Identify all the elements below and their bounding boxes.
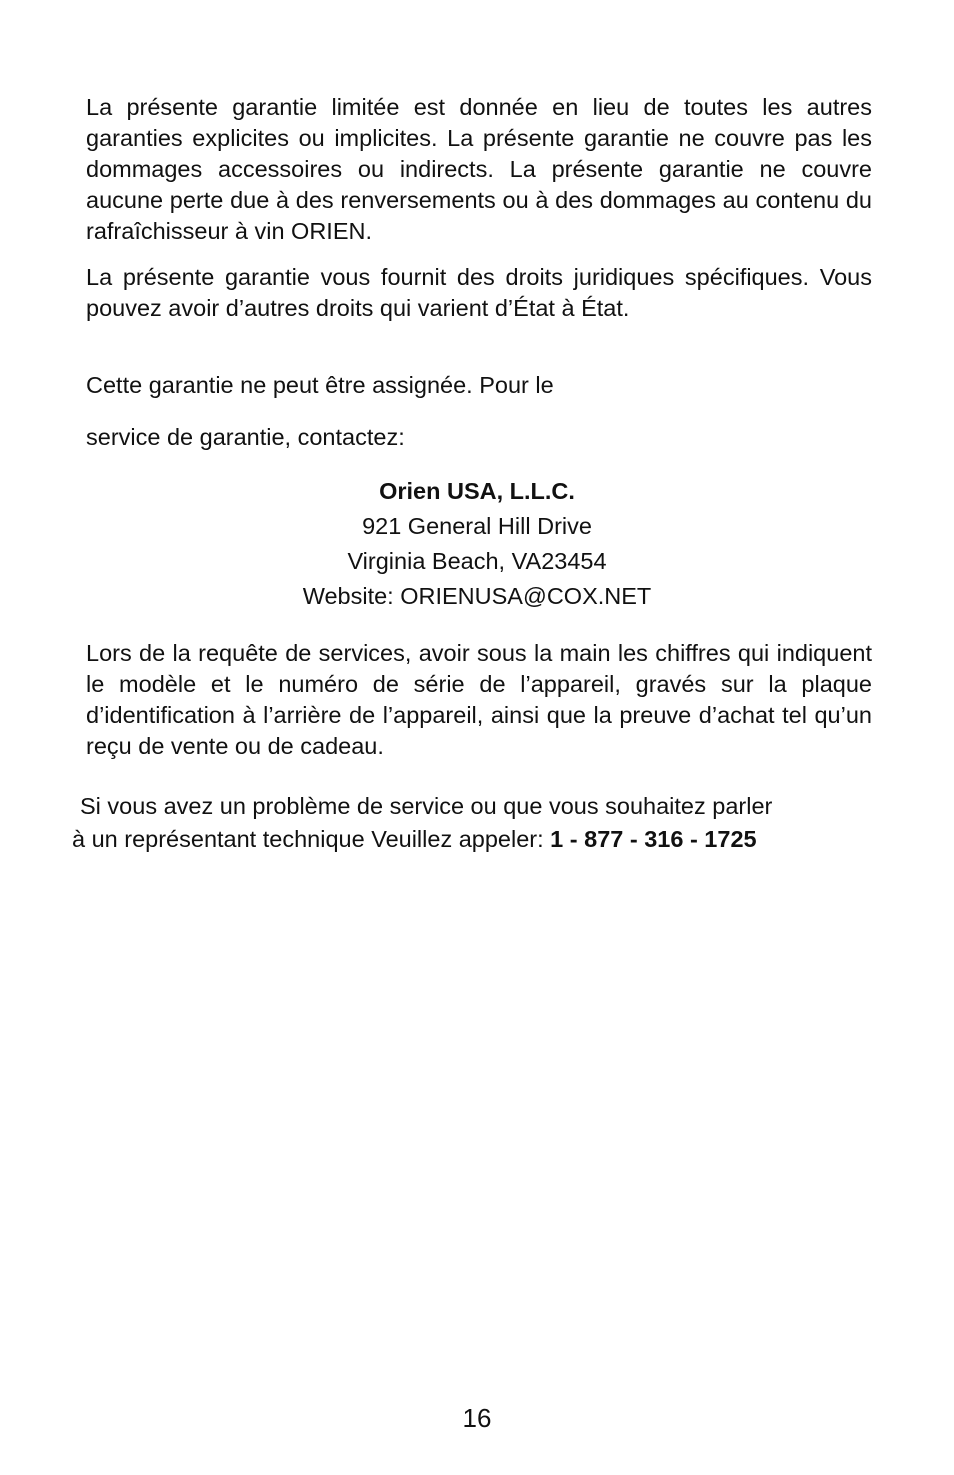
service-request-paragraph: Lors de la requête de services, avoir sous la main les chiffres qui indiquent le modèle et le numéro de série de l’appareil, gravés sur la plaque d’identification à l’arrière de l’appareil, ainsi que la preuve d’achat tel qu’un reçu de vente ou de cadeau.	[86, 640, 872, 759]
contact-intro-paragraph: service de garantie, contactez:	[86, 424, 405, 450]
service-problem-block	[70, 790, 890, 856]
legal-rights-paragraph: La présente garantie vous fournit des droits juridiques spécifiques. Vous pouvez avoir d’autres droits qui varient d’État à État.	[86, 264, 872, 321]
city-state-zip: Virginia Beach, VA23454	[347, 548, 607, 574]
website: Website: ORIENUSA@COX.NET	[302, 583, 652, 609]
company-name: Orien USA, L.L.C.	[379, 478, 575, 504]
service-problem-line1: Si vous avez un problème de service ou que vous souhaitez parler	[80, 793, 773, 819]
phone-number: 1 - 877 - 316 - 1725	[550, 826, 757, 852]
street-address: 921 General Hill Drive	[362, 513, 592, 539]
service-problem-prefix: à un représentant technique Veuillez appeler:	[72, 826, 551, 852]
warranty-limits-paragraph: La présente garantie limitée est donnée en lieu de toutes les autres garanties explicites ou implicites. La présente garantie ne couvre pas les dommages accessoires ou indirects. La présente garantie ne couvre aucune perte due à des renversements ou à des dommages au contenu du rafraîchisseur à vin ORIEN.	[86, 94, 872, 244]
service-problem-line2	[70, 823, 890, 856]
not-assignable-paragraph: Cette garantie ne peut être assignée. Pour le	[86, 372, 554, 398]
company-address	[0, 474, 954, 614]
page-number: 16	[462, 1403, 492, 1433]
